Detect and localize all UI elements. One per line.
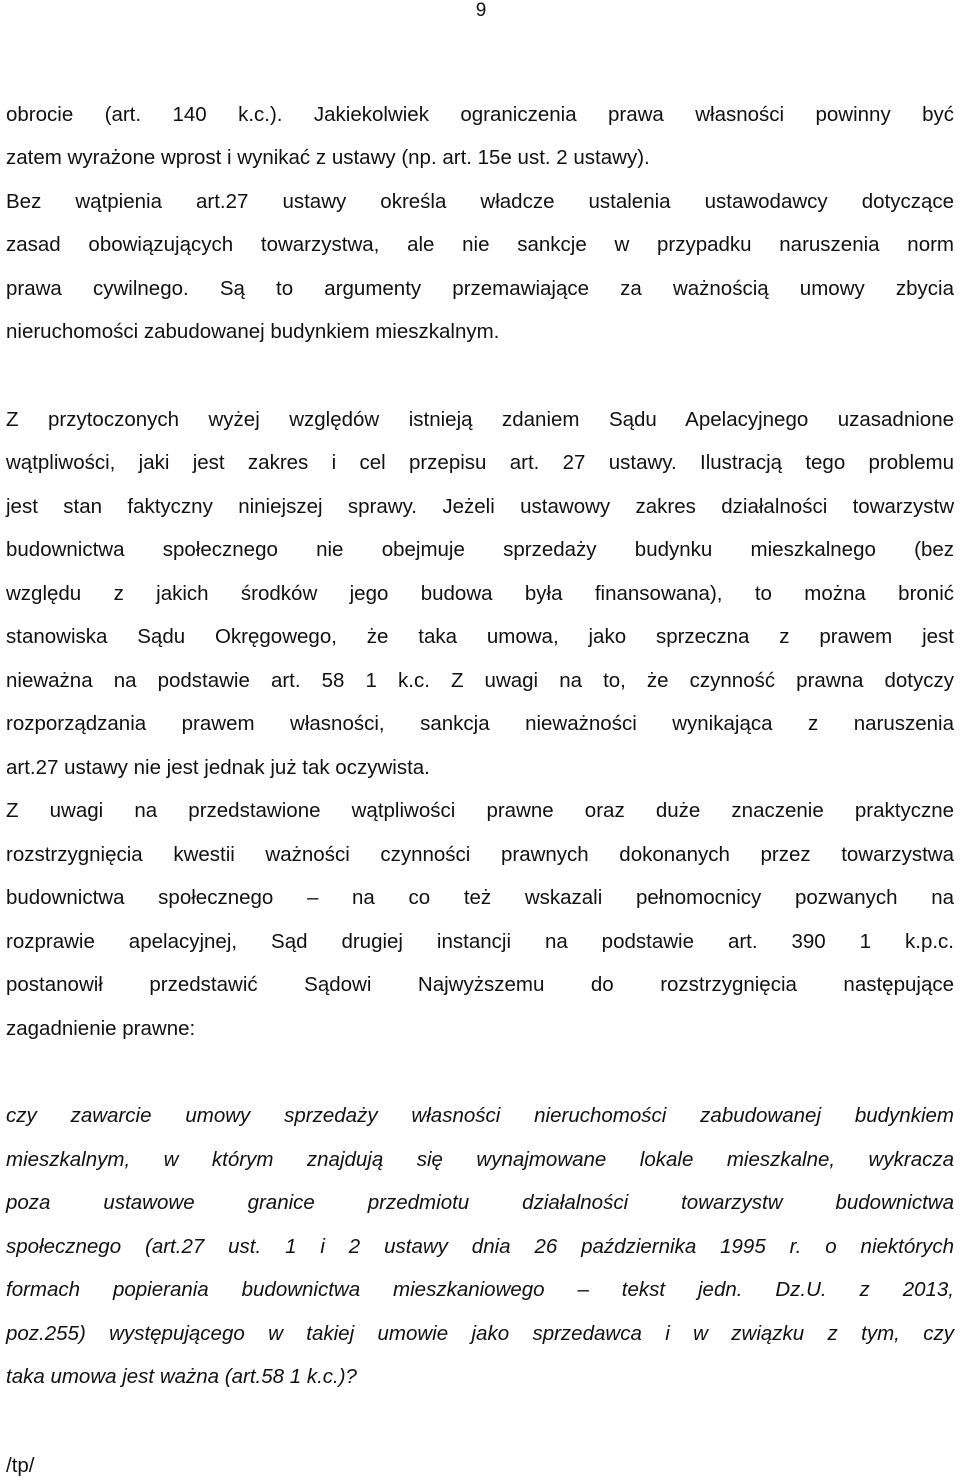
paragraph1-line: Bez wątpienia art.27 ustawy określa władcze ustalenia ustawodawcy dotyczące xyxy=(6,190,954,213)
paragraph1-line: zatem wyrażone wprost i wynikać z ustawy (np. art. 15e ust. 2 ustawy). xyxy=(6,146,650,169)
paragraph2-line: Z przytoczonych wyżej względów istnieją zdaniem Sądu Apelacyjnego uzasadnione xyxy=(6,408,954,431)
question-line: poza ustawowe granice przedmiotu działalności towarzystw budownictwa xyxy=(6,1191,954,1214)
question-line: poz.255) występującego w takiej umowie jako sprzedawca i w związku z tym, czy xyxy=(6,1322,954,1345)
paragraph2-line: zagadnienie prawne: xyxy=(6,1017,196,1040)
paragraph2-line: nieważna na podstawie art. 58 1 k.c. Z uwagi na to, że czynność prawna dotyczy xyxy=(6,669,954,692)
question-line: społecznego (art.27 ust. 1 i 2 ustawy dnia 26 października 1995 r. o niektórych xyxy=(6,1235,954,1258)
paragraph2-line: postanowił przedstawić Sądowi Najwyższemu do rozstrzygnięcia następujące xyxy=(6,973,954,996)
paragraph2-line: rozporządzania prawem własności, sankcja nieważności wynikająca z naruszenia xyxy=(6,712,954,735)
paragraph2-line: jest stan faktyczny niniejszej sprawy. Jeżeli ustawowy zakres działalności towarzystw xyxy=(6,495,954,518)
paragraph2-line: względu z jakich środków jego budowa była finansowana), to można bronić xyxy=(6,582,954,605)
paragraph2-line: stanowiska Sądu Okręgowego, że taka umowa, jako sprzeczna z prawem jest xyxy=(6,625,954,648)
paragraph2-line: budownictwa społecznego – na co też wskazali pełnomocnicy pozwanych na xyxy=(6,886,954,909)
question-line: formach popierania budownictwa mieszkaniowego – tekst jedn. Dz.U. z 2013, xyxy=(6,1278,954,1301)
paragraph1-line: zasad obowiązujących towarzystwa, ale nie sankcje w przypadku naruszenia norm xyxy=(6,233,954,256)
paragraph2-line: rozprawie apelacyjnej, Sąd drugiej instancji na podstawie art. 390 1 k.p.c. xyxy=(6,930,954,953)
paragraph2-line: wątpliwości, jaki jest zakres i cel przepisu art. 27 ustawy. Ilustracją tego problemu xyxy=(6,451,954,474)
paragraph1-line: nieruchomości zabudowanej budynkiem mieszkalnym. xyxy=(6,320,500,343)
paragraph2-line: rozstrzygnięcia kwestii ważności czynności prawnych dokonanych przez towarzystwa xyxy=(6,843,954,866)
page-number: 9 xyxy=(475,0,487,21)
paragraph1-line: obrocie (art. 140 k.c.). Jakiekolwiek ograniczenia prawa własności powinny być xyxy=(6,103,954,126)
question-line: taka umowa jest ważna (art.58 1 k.c.)? xyxy=(6,1365,357,1388)
question-line: czy zawarcie umowy sprzedaży własności nieruchomości zabudowanej budynkiem xyxy=(6,1104,954,1127)
paragraph2-line: art.27 ustawy nie jest jednak już tak oczywista. xyxy=(6,756,430,779)
paragraph2-line: Z uwagi na przedstawione wątpliwości prawne oraz duże znaczenie praktyczne xyxy=(6,799,954,822)
paragraph1-line: prawa cywilnego. Są to argumenty przemawiające za ważnością umowy zbycia xyxy=(6,277,954,300)
question-line: mieszkalnym, w którym znajdują się wynajmowane lokale mieszkalne, wykracza xyxy=(6,1148,954,1171)
footer-initials: /tp/ xyxy=(6,1454,35,1477)
paragraph2-line: budownictwa społecznego nie obejmuje sprzedaży budynku mieszkalnego (bez xyxy=(6,538,954,561)
